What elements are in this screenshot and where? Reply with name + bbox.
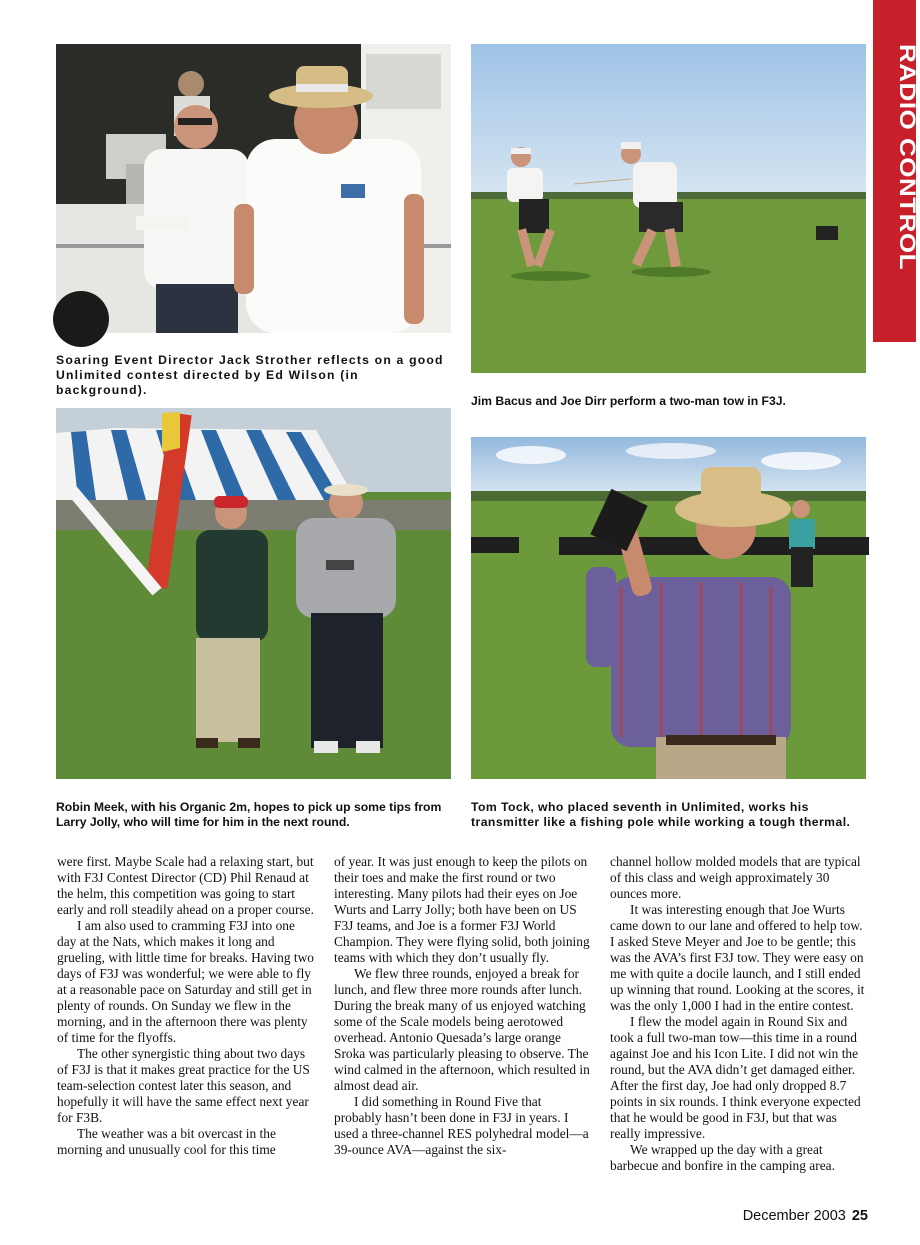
- paragraph: It was interesting enough that Joe Wurts came down to our lane and offered to help tow. I asked Steve Meyer and Joe to be gentle; this was the AVA’s first F3J tow. They were easy on me with quite a docile launch, and I still ended up winning that round. Looking at the scores, it was the only 1,000 I had in the entire contest.: [610, 902, 865, 1013]
- paragraph: We wrapped up the day with a great barbecue and bonfire in the camping area.: [610, 1142, 835, 1173]
- body-column-3: [610, 854, 868, 1174]
- paragraph: We flew three rounds, enjoyed a break for lunch, and flew three more rounds after lunch. During the break many of us enjoyed watching some of the Scale models being aerotowed overhead. Antonio Quesada’s large orange Sroka was particularly pleasing to observe. The wind calmed in the afternoon, which resulted in almost dead air.: [334, 966, 590, 1093]
- photo-robin-meek: [56, 408, 451, 779]
- paragraph: The other synergistic thing about two days of F3J is that it makes great practice for the US team-selection contest later this season, and hopefully it will have the same effect next year for F3B.: [57, 1046, 310, 1125]
- paragraph: The weather was a bit overcast in the morning and unusually cool for this time: [57, 1126, 276, 1157]
- photo-two-man-tow: [471, 44, 866, 373]
- paragraph: were first. Maybe Scale had a relaxing start, but with F3J Contest Director (CD) Phil Renaud at the helm, this competition was going to start early and roll steadily ahead on a proper course.: [57, 854, 314, 917]
- paragraph: of year. It was just enough to keep the pilots on their toes and make the first round or two interesting. Many pilots had their eyes on Joe Wurts and Larry Jolly; both have been on US F3J teams, and Joe is a former F3J World Champion. They were flying solid, both joining teams with which they don’t usually fly.: [334, 854, 590, 965]
- page-footer: [743, 1208, 868, 1224]
- paragraph: I did something in Round Five that probably hasn’t been done in F3J in years. I used a three-channel RES polyhedral model—a 39-ounce AVA—against the six-: [334, 1094, 589, 1157]
- section-tab-label: RADIO CONTROL: [894, 44, 920, 271]
- paragraph: I flew the model again in Round Six and took a full two-man tow—this time in a round against Joe and his Icon Lite. I did not win the round, but the AVA didn’t get damaged either. After the first day, Joe had only dropped 8.7 points in six rounds. I think everyone expected that he would be good in F3J, but that was really impressive.: [610, 1014, 861, 1141]
- paragraph: I am also used to cramming F3J into one day at the Nats, which makes it long and grueling, with little time for breaks. Having two days of F3J was wonderful; we were able to fly at a reasonable pace on Saturday and still get in plenty of rounds. On Sunday we flew in the morning, and in the afternoon there was plenty of time for the flyoffs.: [57, 918, 314, 1045]
- body-column-2: [334, 854, 592, 1158]
- caption-photo-2: Jim Bacus and Joe Dirr perform a two-man tow in F3J.: [471, 394, 786, 408]
- issue-date: December 2003: [742, 1208, 846, 1224]
- caption-photo-3: Robin Meek, with his Organic 2m, hopes to pick up some tips from Larry Jolly, who will time for him in the next round.: [56, 800, 442, 829]
- section-tab: [873, 0, 920, 342]
- paragraph: channel hollow molded models that are typical of this class and weigh approximately 30 ounces more.: [610, 854, 861, 901]
- page-number: 25: [851, 1208, 868, 1224]
- photo-tom-tock: [471, 437, 866, 779]
- caption-photo-4: Tom Tock, who placed seventh in Unlimited, works his transmitter like a fishing pole while working a tough thermal.: [471, 800, 851, 829]
- photo-jack-strother: [56, 44, 451, 333]
- body-column-1: [57, 854, 315, 1158]
- caption-photo-1: Soaring Event Director Jack Strother reflects on a good Unlimited contest directed by Ed Wilson (in background).: [56, 353, 444, 397]
